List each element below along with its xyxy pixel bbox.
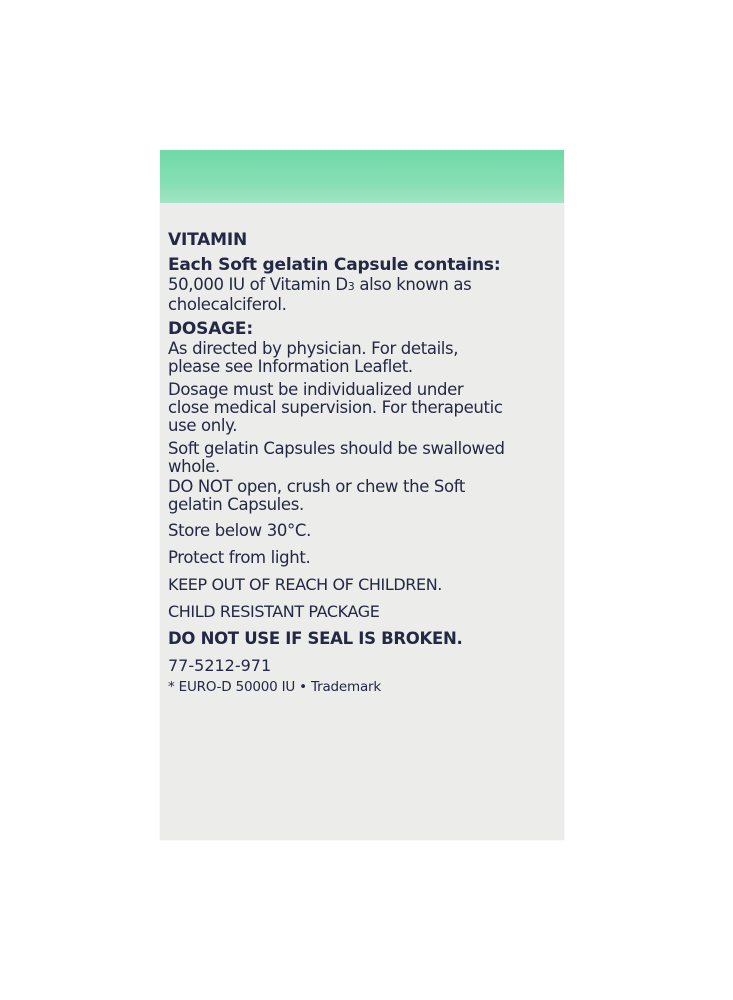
dosage-paragraph-3 xyxy=(168,440,560,476)
dosage-p3-line-2: whole. xyxy=(168,457,220,476)
dosage-p3-line-1: Soft gelatin Capsules should be swallowed xyxy=(168,439,505,458)
product-label-panel xyxy=(160,150,564,840)
dosage-p2-line-1: Dosage must be individualized under xyxy=(168,380,464,399)
dosage-p2-line-3: use only. xyxy=(168,416,238,435)
label-content xyxy=(168,230,560,695)
light-text: Protect from light. xyxy=(168,548,311,567)
dosage-p1-line-1: As directed by physician. For details, xyxy=(168,339,459,358)
contents-line-1-prefix: 50,000 IU of Vitamin D xyxy=(168,275,348,294)
child-resistant-text: CHILD RESISTANT PACKAGE xyxy=(168,602,380,621)
contents-line-2: cholecalciferol. xyxy=(168,295,287,314)
contents-line-1-suffix: also known as xyxy=(354,275,472,294)
contents-text xyxy=(168,276,560,314)
dosage-heading: DOSAGE: xyxy=(168,319,253,339)
product-code: 77-5212-971 xyxy=(168,656,272,675)
contents-heading: Each Soft gelatin Capsule contains: xyxy=(168,255,501,275)
label-title: VITAMIN xyxy=(168,230,247,250)
seal-warning: DO NOT USE IF SEAL IS BROKEN. xyxy=(168,629,463,648)
dosage-p4-line-1: DO NOT open, crush or chew the Soft xyxy=(168,477,466,496)
contents-line-1 xyxy=(168,276,560,296)
keep-out-text: KEEP OUT OF REACH OF CHILDREN. xyxy=(168,575,442,594)
storage-text: Store below 30°C. xyxy=(168,521,311,540)
trademark-note: * EURO-D 50000 IU • Trademark xyxy=(168,679,381,695)
contents-subscript: 3 xyxy=(347,280,355,293)
dosage-paragraph-2 xyxy=(168,381,560,435)
dosage-paragraph-1 xyxy=(168,340,560,376)
dosage-p4-line-2: gelatin Capsules. xyxy=(168,495,304,514)
label-green-band xyxy=(160,150,564,203)
dosage-p2-line-2: close medical supervision. For therapeutic xyxy=(168,398,503,417)
dosage-p1-line-2: please see Information Leaflet. xyxy=(168,357,413,376)
dosage-paragraph-4 xyxy=(168,478,560,514)
